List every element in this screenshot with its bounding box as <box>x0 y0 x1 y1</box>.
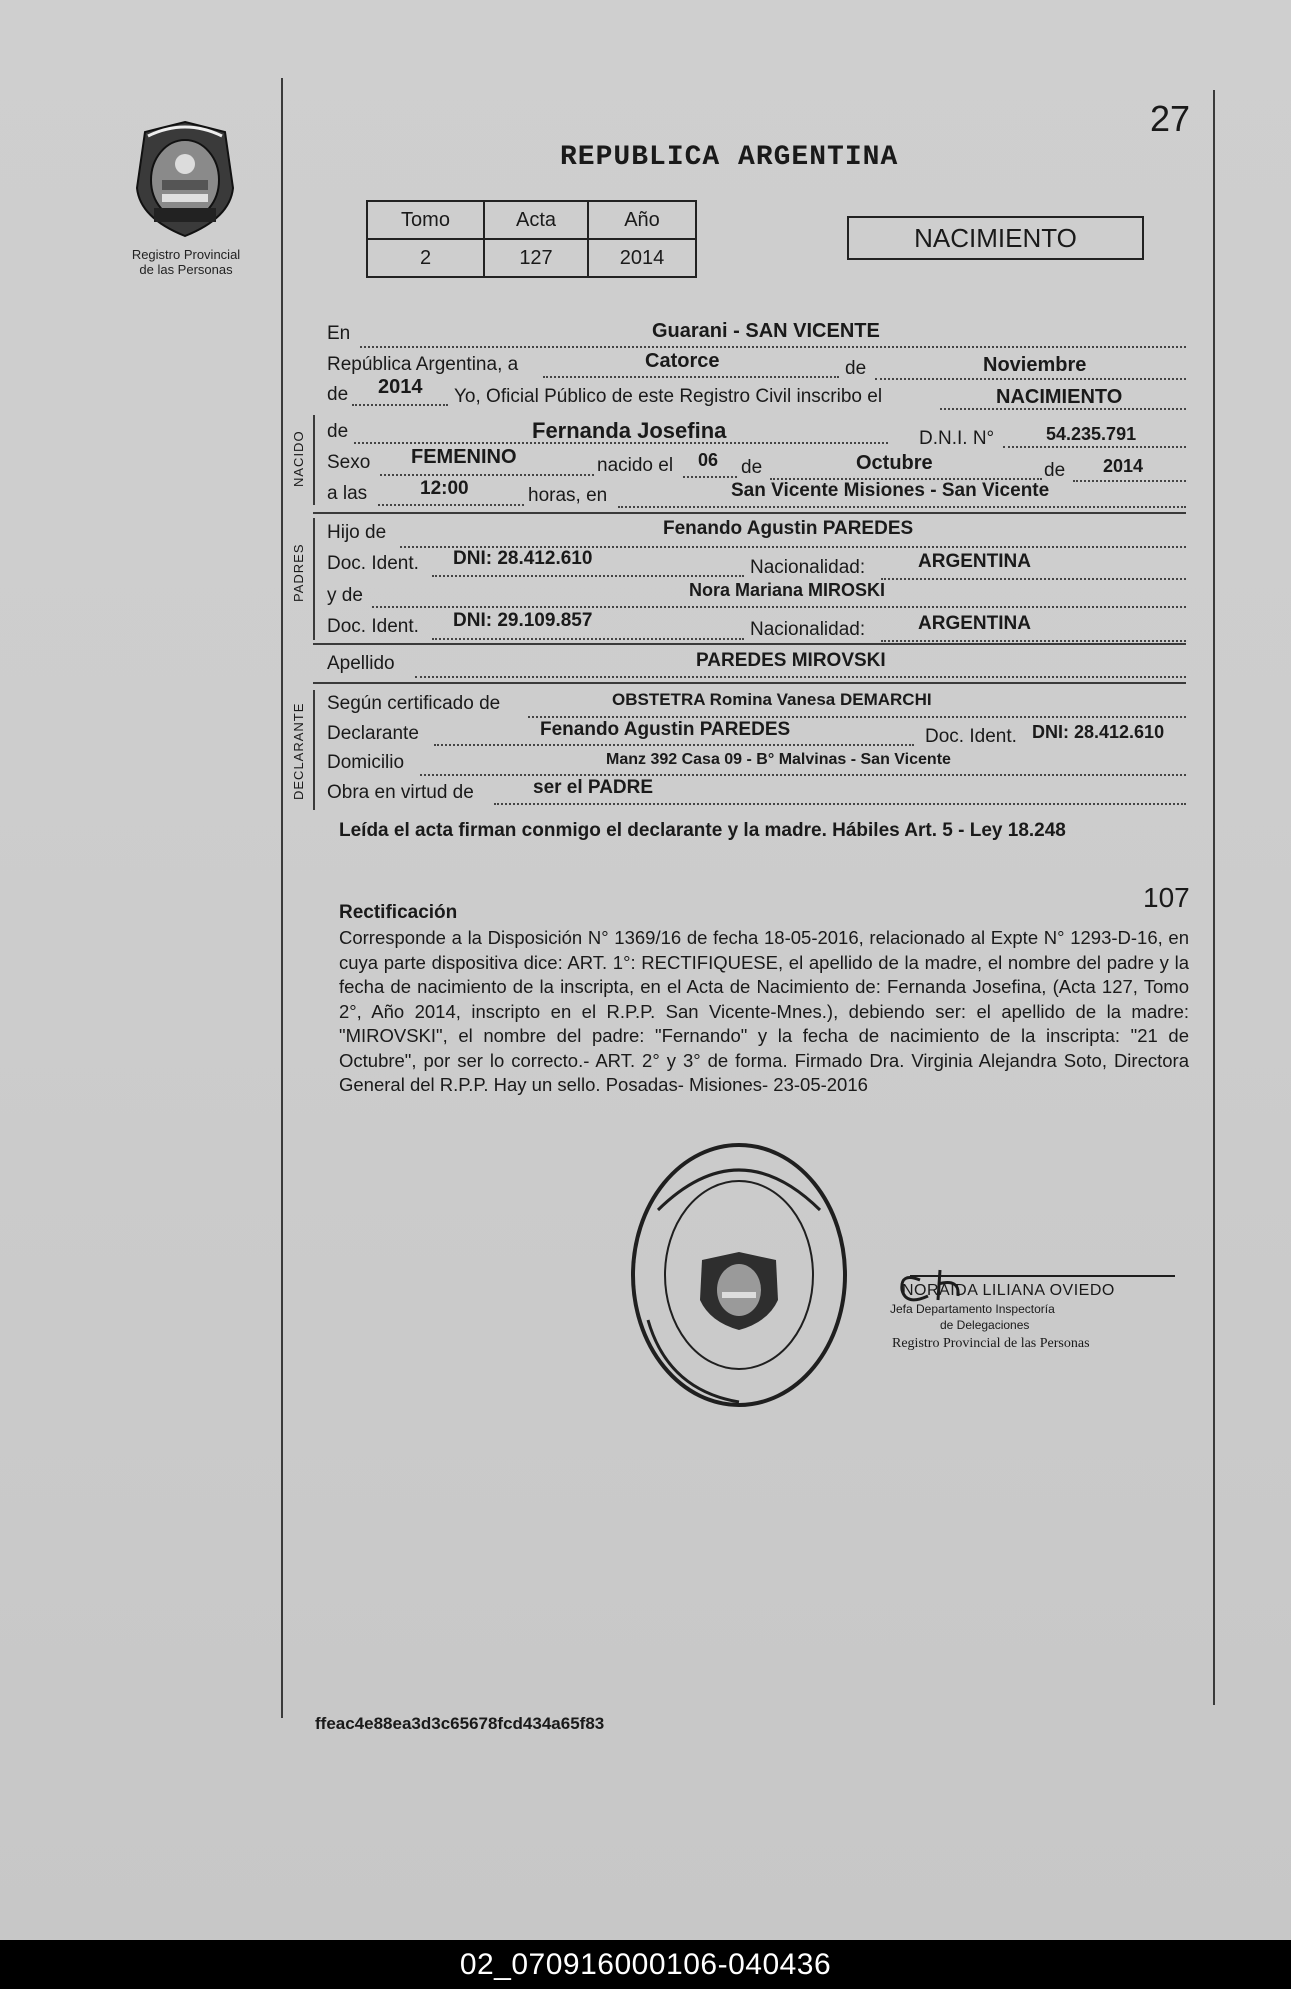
dotted-line <box>1073 480 1186 482</box>
dotted-line <box>881 640 1186 642</box>
de-label: de <box>845 358 867 379</box>
obra-value: ser el PADRE <box>533 777 654 798</box>
dotted-line <box>881 578 1186 580</box>
dotted-line <box>432 638 744 640</box>
dotted-line <box>494 803 1186 805</box>
month-value: Noviembre <box>983 354 1087 376</box>
padres-section-label: PADRES <box>291 543 306 602</box>
mother-nationality-label: Nacionalidad: <box>750 619 866 640</box>
dotted-line <box>683 476 737 478</box>
acta-value: 127 <box>484 239 588 277</box>
apellido-value: PAREDES MIROVSKI <box>696 650 886 671</box>
mother-doc: DNI: 29.109.857 <box>453 610 593 631</box>
document-title: REPUBLICA ARGENTINA <box>560 142 899 173</box>
declarante-label: Declarante <box>327 723 419 744</box>
rectification-title: Rectificación <box>339 902 458 923</box>
registry-table <box>366 200 697 278</box>
dotted-line <box>543 376 839 378</box>
section-divider <box>313 415 315 505</box>
de-label: de <box>1044 460 1066 481</box>
signer-organization: Registro Provincial de las Personas <box>892 1336 1090 1351</box>
acta-header: Acta <box>484 201 588 239</box>
sexo-value: FEMENINO <box>411 446 517 468</box>
father-name: Fenando Agustin PAREDES <box>663 518 914 539</box>
act-type-box: NACIMIENTO <box>847 216 1144 260</box>
dotted-line <box>360 346 1186 348</box>
nacido-de-label: de <box>327 421 349 442</box>
domicilio-value: Manz 392 Casa 09 - B° Malvinas - San Vicente <box>606 751 951 768</box>
section-divider <box>313 690 315 810</box>
oficial-text: Yo, Oficial Público de este Registro Civil inscribo el <box>454 386 883 407</box>
footer-code: 02_070916000106-040436 <box>459 1948 832 1981</box>
hijo-de-label: Hijo de <box>327 522 387 543</box>
domicilio-label: Domicilio <box>327 752 405 773</box>
republica-label: República Argentina, a <box>327 354 519 375</box>
child-dni: 54.235.791 <box>1046 424 1137 444</box>
dotted-line <box>875 378 1186 380</box>
apellido-label: Apellido <box>327 653 395 674</box>
signer-name: NORAIDA LILIANA OVIEDO <box>902 1282 1115 1299</box>
declarante-doc-label: Doc. Ident. <box>925 726 1017 747</box>
father-doc-label: Doc. Ident. <box>327 553 419 574</box>
de-label: de <box>741 457 763 478</box>
inscribo-value: NACIMIENTO <box>996 386 1123 408</box>
page-number: 27 <box>1150 98 1191 139</box>
dotted-line <box>380 474 594 476</box>
dotted-line <box>378 504 524 506</box>
year-value: 2014 <box>378 376 423 398</box>
dni-label: D.N.I. N° <box>919 428 995 449</box>
dotted-line <box>352 404 448 406</box>
declarante-value: Fenando Agustin PAREDES <box>540 719 791 740</box>
signer-department: de Delegaciones <box>940 1318 1030 1332</box>
dotted-line <box>618 506 1186 508</box>
alas-label: a las <box>327 483 368 504</box>
anio-header: Año <box>588 201 696 239</box>
nacido-section-label: NACIDO <box>291 430 306 487</box>
certificado-value: OBSTETRA Romina Vanesa DEMARCHI <box>612 690 932 709</box>
mother-doc-label: Doc. Ident. <box>327 616 419 637</box>
day-value: Catorce <box>645 350 720 372</box>
obra-label: Obra en virtud de <box>327 782 474 803</box>
birth-time: 12:00 <box>420 478 469 499</box>
mother-nationality: ARGENTINA <box>918 613 1031 634</box>
location-value: Guarani - SAN VICENTE <box>652 320 880 342</box>
father-nationality-label: Nacionalidad: <box>750 557 866 578</box>
section-separator <box>313 643 1186 645</box>
document-hash: ffeac4e88ea3d3c65678fcd434a65f83 <box>315 1714 605 1733</box>
mother-name: Nora Mariana MIROSKI <box>689 580 886 600</box>
dotted-line <box>372 606 1186 608</box>
child-name: Fernanda Josefina <box>532 418 727 443</box>
anio-value: 2014 <box>588 239 696 277</box>
section-separator <box>313 682 1186 684</box>
province-emblem-icon <box>130 118 240 240</box>
dotted-line <box>420 774 1186 776</box>
rectification-text: Corresponde a la Disposición N° 1369/16 de fecha 18-05-2016, relacionado al Expte N° 1293-D-16, en cuya parte dispositiva dice: ART. 1°: RECTIFIQUESE, el apellido de la madre, el nombre del padre y la fecha de nacimiento de la inscripta, en el Acta de Nacimiento de: Fernanda Josefina, (Acta 127, Tomo 2°, Año 2014, inscripto en el R.P.P. San Vicente-Mnes.), debiendo ser: el apellido de la madre: "MIROVSKI", el nombre del padre: "Fernando" y la fecha de nacimiento de la inscripta: "21 de Octubre", por ser lo correcto.- ART. 2° y 3° de forma. Firmado Dra. Virginia Alejandra Soto, Directora General del R.P.P. Hay un sello. Posadas- Misiones- 23-05-2016 <box>339 927 1189 1095</box>
tomo-value: 2 <box>367 239 484 277</box>
nacido-el-label: nacido el <box>597 455 674 476</box>
declarante-section-label: DECLARANTE <box>291 702 306 800</box>
right-margin-line <box>1213 90 1215 1705</box>
rectification-number: 107 <box>1143 882 1190 913</box>
registry-label-line2: de las Personas <box>139 262 233 277</box>
sexo-label: Sexo <box>327 452 371 473</box>
section-divider <box>313 518 315 640</box>
closing-text: Leída el acta firman conmigo el declarante y la madre. Hábiles Art. 5 - Ley 18.248 <box>339 820 1066 841</box>
birth-year: 2014 <box>1103 456 1144 476</box>
y-de-label: y de <box>327 585 363 606</box>
horas-label: horas, en <box>528 485 608 506</box>
dotted-line <box>434 744 914 746</box>
declarante-doc: DNI: 28.412.610 <box>1032 722 1165 742</box>
dotted-line <box>432 575 744 577</box>
dotted-line <box>415 676 1186 678</box>
tomo-header: Tomo <box>367 201 484 239</box>
father-doc: DNI: 28.412.610 <box>453 548 593 569</box>
birth-month: Octubre <box>856 452 933 474</box>
father-nationality: ARGENTINA <box>918 551 1031 572</box>
dotted-line <box>1003 446 1186 448</box>
dotted-line <box>528 716 1186 718</box>
left-margin-line <box>281 78 283 1718</box>
birth-day: 06 <box>698 450 719 470</box>
birth-place: San Vicente Misiones - San Vicente <box>731 480 1050 501</box>
certificado-label: Según certificado de <box>327 693 501 714</box>
registry-label-line1: Registro Provincial <box>131 247 241 262</box>
section-separator <box>313 512 1186 514</box>
official-stamp-icon <box>628 1140 850 1410</box>
de-label: de <box>327 384 349 405</box>
en-label: En <box>327 323 351 344</box>
signer-title: Jefa Departamento Inspectoría <box>890 1302 1055 1316</box>
registry-label <box>112 247 260 277</box>
